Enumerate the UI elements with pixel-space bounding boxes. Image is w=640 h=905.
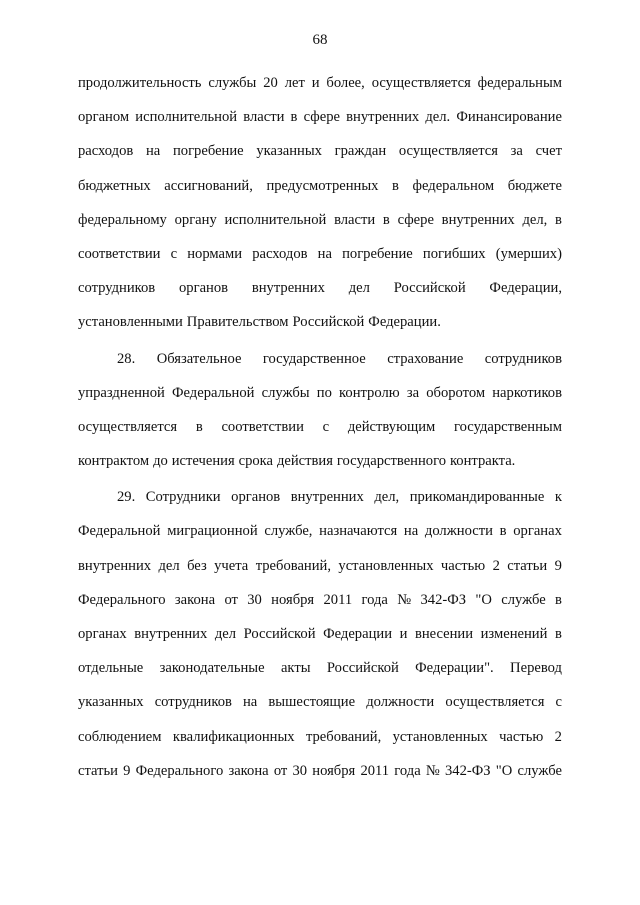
text-line: осуществляется в соответствии с действующим государственным [78,418,562,435]
text-line: органом исполнительной власти в сфере внутренних дел. Финансирование [78,109,562,126]
text-line: продолжительность службы 20 лет и более, осуществляется федеральным [78,75,562,91]
text-line: внутренних дел без учета требований, установленных частью 2 статьи 9 [78,557,562,574]
paragraph-continued [78,66,562,340]
text-line: сотрудников органов внутренних дел Российской Федерации, [78,280,562,297]
text-line: соответствии с нормами расходов на погребение погибших (умерших) [78,245,562,262]
text-line: расходов на погребение указанных граждан осуществляется за счет [78,143,562,160]
text-line: Федерального закона от 30 ноября 2011 года № 342-ФЗ "О службе в [78,591,562,608]
text-line: 28. Обязательное государственное страхование сотрудников [117,350,562,367]
page-number: 68 [312,32,328,48]
paragraph-28 [78,342,562,479]
text-line: федеральному органу исполнительной власти в сфере внутренних дел, в [78,211,562,228]
text-line: бюджетных ассигнований, предусмотренных в федеральном бюджете [78,177,562,194]
text-line: 29. Сотрудники органов внутренних дел, прикомандированные к [117,489,562,506]
text-line: отдельные законодательные акты Российской Федерации". Перевод [78,660,562,677]
text-line: соблюдением квалификационных требований, установленных частью 2 [78,728,562,745]
text-line: органах внутренних дел Российской Федерации и внесении изменений в [78,626,562,642]
text-line: установленными Правительством Российской Федерации. [78,314,441,331]
text-line: упраздненной Федеральной службы по контролю за оборотом наркотиков [78,384,562,401]
text-line: Федеральной миграционной службе, назначаются на должности в органах [78,523,562,540]
paragraph-29 [78,480,562,788]
text-line: контрактом до истечения срока действия государственного контракта. [78,453,516,470]
document-body [78,66,562,788]
text-line: статьи 9 Федерального закона от 30 ноября 2011 года № 342-ФЗ "О службе [78,762,562,779]
text-line: указанных сотрудников на вышестоящие должности осуществляется с [78,694,562,711]
